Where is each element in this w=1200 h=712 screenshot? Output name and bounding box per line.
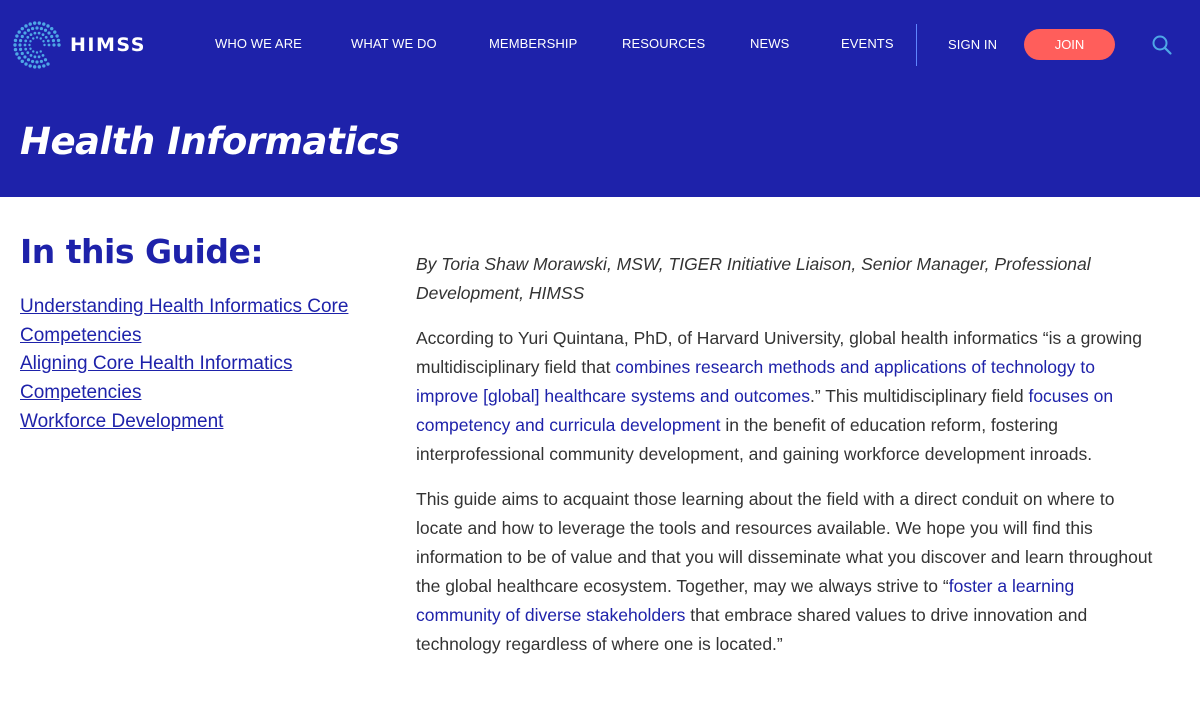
p1-text-1: According to Yuri Quintana, PhD, of Harvard University, global health informatics “is a growing multidisciplinary field that [416, 328, 1142, 377]
site-header [0, 0, 1200, 197]
byline: By Toria Shaw Morawski, MSW, TIGER Initiative Liaison, Senior Manager, Professional Development, HIMSS [416, 254, 1091, 303]
guide-links [20, 293, 370, 437]
guide-link-aligning[interactable]: Aligning Core Health Informatics Competencies [20, 353, 293, 404]
p2-text-2: that embrace shared values to drive innovation and technology regardless of where one is located.” [416, 605, 1088, 654]
guide-link-workforce[interactable]: Workforce Development [20, 410, 224, 432]
logo-dots-icon [12, 20, 62, 70]
learning-community-link[interactable]: foster a learning community of diverse stakeholders [416, 576, 1075, 625]
p1-text-3: in the benefit of education reform, fostering interprofessional community development, and gaining workforce development inroads. [416, 415, 1093, 464]
logo-text: HIMSS [70, 34, 146, 56]
nav-events[interactable]: EVENTS [841, 36, 894, 51]
nav-news[interactable]: NEWS [750, 36, 790, 51]
p1-text-2: .” This multidisciplinary field [809, 386, 1029, 406]
join-button[interactable]: JOIN [1024, 29, 1115, 60]
guide-aims-paragraph [416, 485, 1156, 659]
guide-heading: In this Guide: [20, 232, 264, 271]
intro-paragraph [416, 324, 1156, 469]
article-body [416, 250, 1156, 675]
p2-text-1: This guide aims to acquaint those learning about the field with a direct conduit on where to locate and how to leverage the tools and resources available. We hope you will find this information to be of value and that you will disseminate what you discover and learn throughout the global healthcare ecosystem. Together, may we always strive to “ [416, 489, 1153, 596]
nav-divider [916, 24, 917, 66]
research-methods-link[interactable]: combines research methods and applications of technology to improve [global] healthcare systems and outcomes [416, 357, 1095, 406]
himss-logo[interactable] [12, 20, 146, 70]
search-icon[interactable] [1151, 34, 1173, 56]
nav-resources[interactable]: RESOURCES [622, 36, 706, 51]
nav-membership[interactable]: MEMBERSHIP [489, 36, 578, 51]
nav-what-we-do[interactable]: WHAT WE DO [351, 36, 437, 51]
competency-development-link[interactable]: focuses on competency and curricula development [416, 386, 1114, 435]
page-title: Health Informatics [20, 120, 400, 163]
nav-who-we-are[interactable]: WHO WE ARE [215, 36, 302, 51]
guide-link-understanding[interactable]: Understanding Health Informatics Core Competencies [20, 296, 349, 346]
sign-in-link[interactable]: SIGN IN [948, 37, 998, 52]
